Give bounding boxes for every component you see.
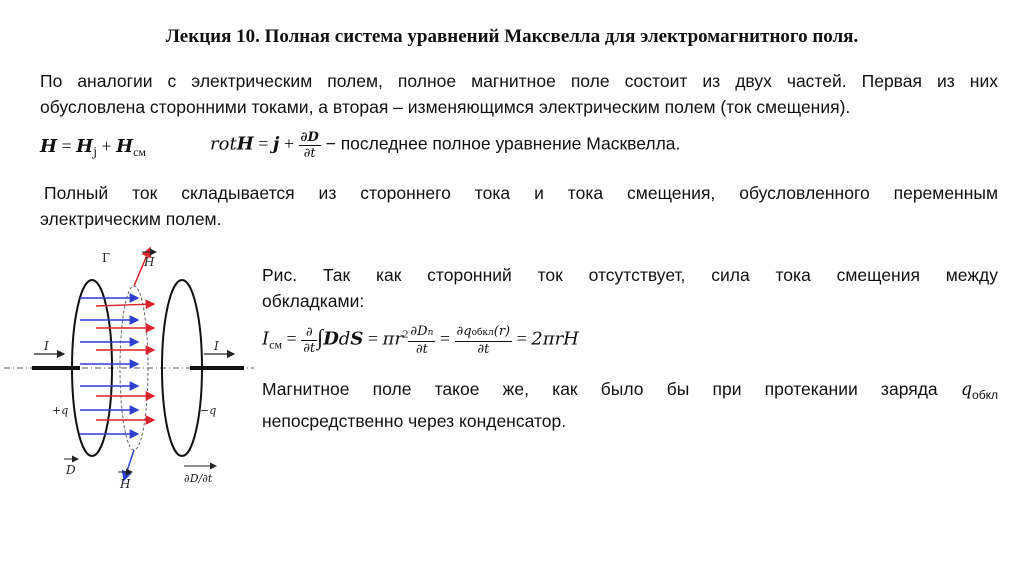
frac-num-sub: n [427,328,434,338]
total-current-paragraph [40,180,998,232]
dq-dt-fraction [455,324,513,357]
label-minus-q: −q [200,404,217,417]
equation-H-total [40,136,146,160]
eq1b-j: j [272,133,280,155]
page-title: Лекция 10. Полная система уравнений Максвелла для электромагнитного поля. [165,26,859,47]
intro-line: обусловлена сторонними токами, а вторая – изменяющимся электрическим полем (ток смещения). [40,97,851,117]
conclusion-q-sub: обкл [972,388,998,402]
label-D: D [66,463,76,477]
label-I-left: I [44,339,49,353]
figure-caption [262,262,998,314]
label-H-bottom: H [120,477,131,491]
label-H-top: H [144,255,155,269]
total-current-line: Полный ток складывается из стороннего тока и тока смещения, обусловленного переменным [44,183,998,203]
dDn-dt-fraction [408,324,435,357]
eq2-equals4: = [512,328,532,349]
frac-den: ∂t [303,341,316,356]
frac-num-tail: (r) [493,324,511,339]
eq2-D: D [323,328,339,350]
conclusion-q: q [960,380,973,400]
frac-num: ∂D [410,324,428,339]
eq2-d: d [338,328,351,350]
d-dt-fraction [301,325,317,356]
rot-H: H [236,133,254,155]
conclusion-paragraph [262,376,998,434]
capacitor-figure [4,240,254,500]
rot-operator: rot [210,133,237,155]
eq2-I-sub: см [269,337,283,352]
intro-paragraph [40,68,998,120]
eq1-term1-sub: j [93,145,97,159]
equation-displacement-current [262,324,579,357]
eq2-equals3: = [435,328,455,349]
frac-num: ∂D [300,130,319,145]
total-current-line: электрическим полем. [40,209,222,229]
eq1-lhs: H [40,136,58,157]
eq1-term1: H [76,136,94,157]
conclusion-line [262,376,998,408]
frac-num: ∂ [301,325,317,341]
eq2-S: S [350,328,364,350]
H-arrow-bottom [124,450,134,480]
eq2-equals2: = [363,328,383,349]
equation-rotH [210,130,680,161]
eq2-pir: πr [382,328,403,350]
eq1b-plus: + [279,133,299,154]
eq1-term2-sub: см [133,145,147,159]
label-I-right: I [214,339,219,353]
eq1-plus: + [96,136,117,156]
frac-num-sub: обкл [471,328,494,338]
label-dDdt: ∂D/∂t [184,472,213,485]
frac-den: ∂t [415,342,428,357]
field-arrows [80,298,154,434]
eq2-I: I [262,328,270,350]
eq1-equals: = [57,136,77,156]
eq2-rhs: 2πrH [531,328,579,350]
frac-den: ∂t [477,342,490,357]
label-plus-q: +q [52,404,69,417]
dD-dt-fraction [299,130,321,161]
eq1-term2: H [116,136,134,157]
eq1-caption: − последнее полное уравнение Масквелла. [320,133,681,154]
eq2-equals: = [282,328,302,349]
caption-line: Рис. Так как сторонний ток отсутствует, сила тока смещения между [262,265,998,285]
intro-line: По аналогии с электрическим полем, полное магнитное поле состоит из двух частей. Первая из них [40,71,998,91]
label-gamma: Г [102,251,110,265]
integral-sign: ∫ [317,324,324,350]
frac-den: ∂t [303,146,316,161]
conclusion-line: непосредственно через конденсатор. [262,411,567,431]
caption-line: обкладками: [262,291,365,311]
frac-num: ∂q [456,324,472,339]
conclusion-text: Магнитное поле такое же, как было бы при протекании заряда [262,379,938,399]
eq2-square: 2 [402,328,409,341]
eq1b-equals: = [253,133,273,154]
